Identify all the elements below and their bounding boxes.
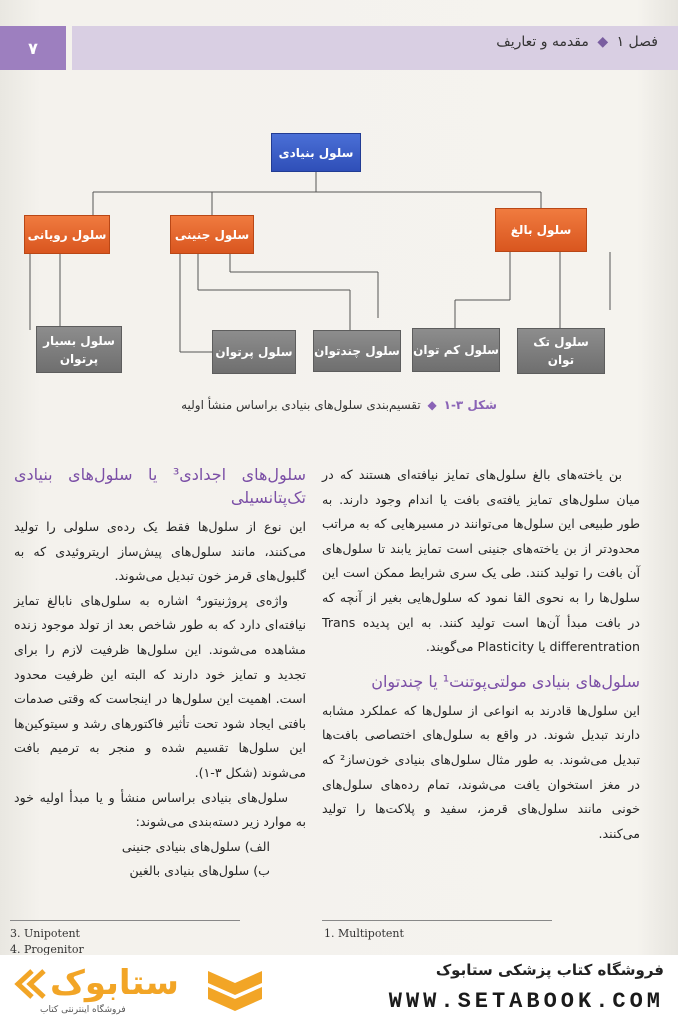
footnote-rule bbox=[10, 920, 240, 921]
paragraph: بن یاخته‌های بالغ سلول‌های تمایز نیافته‌ای هستند که در میان سلول‌های تمایز یافته‌ی بافت یا اندام وجود دارند. به طور طبیعی این سلول‌ها می‌توانند در مسیرهایی که به مراتب محدودتر از بن یاخته‌های جنینی است تمایز یابند تا سلول‌های آن بافت را تولید کنند. طی یک سری شرایط ممکن است این سلول‌ها را به نحوی القا نمود که سلول‌هایی بغیر از آنچه که در بافت مبدأ آن‌ها است تولید کنند. به این پدیده Trans differentration یا Plasticity می‌گویند. bbox=[322, 467, 640, 655]
paragraph: این نوع از سلول‌ها فقط یک رده‌ی سلولی را تولید می‌کنند، مانند سلول‌های پیش‌ساز اریتروئیدی که به گلبول‌های قرمز خون تبدیل می‌شوند. bbox=[14, 519, 306, 584]
figure-caption-text: تقسیم‌بندی سلول‌های بنیادی براساس منشأ اولیه bbox=[181, 398, 421, 412]
list-item: ب) سلول‌های بنیادی بالغین bbox=[129, 863, 270, 879]
list-item: الف) سلول‌های بنیادی جنینی bbox=[121, 838, 270, 854]
figure-number: شکل ۳-۱ bbox=[443, 398, 497, 412]
footnote-progenitor: 4. Progenitor bbox=[10, 943, 84, 955]
bullet-icon: ◆ bbox=[427, 398, 437, 412]
left-column bbox=[14, 463, 306, 884]
logo-tagline: فروشگاه اینترنتی کتاب bbox=[40, 1005, 126, 1015]
bullet-icon: ◆ bbox=[597, 34, 609, 50]
germinal-stem-cell-box: سلول رویانی bbox=[24, 215, 110, 254]
store-name: فروشگاه کتاب پزشکی ستابوک bbox=[435, 961, 664, 979]
store-url-link[interactable]: WWW.SETABOOK.COM bbox=[388, 989, 664, 1014]
book-logo-icon bbox=[200, 961, 270, 1021]
pluripotent-box: سلول پرتوان bbox=[212, 330, 296, 374]
footnote-rule bbox=[322, 920, 552, 921]
section-heading-progenitor: سلول‌های اجدادی³ یا سلول‌های بنیادی تک‌پتانسیلی bbox=[14, 465, 307, 507]
paragraph: واژه‌ی پروژنیتور⁴ اشاره به سلول‌های نابالغ تمایز نیافته‌ای دارد که به طور شاخص بعد از تولد موجود زنده مشاهده می‌شوند. این سلول‌ها ظرفیت لازم را برای تجدید و تمایز خود دارند که البته این ظرفیت محدود است. اهمیت این سلول‌ها در اینجاست که وقتی صدمات بافتی ایجاد شود تحت تأثیر فاکتورهای رشد و سیتوکین‌ها این سلول‌ها تقسیم شده و منجر به ترمیم بافت می‌شوند (شکل ۳-۱). bbox=[14, 592, 306, 780]
chevrons-icon bbox=[12, 967, 46, 1001]
adult-stem-cell-box: سلول بالغ bbox=[495, 208, 587, 252]
right-column bbox=[322, 463, 640, 846]
figure-caption bbox=[0, 398, 678, 412]
stem-cell-diagram bbox=[0, 0, 678, 400]
store-logo[interactable] bbox=[10, 959, 270, 1021]
oligopotent-box: سلول کم توان bbox=[412, 328, 500, 372]
multipotent-box: سلول چندتوان bbox=[313, 330, 401, 372]
section-heading-multipotent: سلول‌های بنیادی مولتی‌پوتنت¹ یا چندتوان bbox=[371, 671, 640, 691]
chapter-title: مقدمه و تعاریف bbox=[496, 34, 589, 50]
ad-banner[interactable] bbox=[0, 955, 678, 1024]
logo-text: ستابوک bbox=[50, 963, 179, 1003]
paragraph: سلول‌های بنیادی براساس منشأ و یا مبدأ اولیه خود به موارد زیر دسته‌بندی می‌شوند: bbox=[14, 789, 306, 830]
paragraph: این سلول‌ها قادرند به انواعی از سلول‌ها که عملکرد مشابه دارند تبدیل شوند. در واقع به سلول‌های اختصاصی بافت‌ها تبدیل می‌شوند. به طور مثال سلول‌های بنیادی خون‌ساز² که در مغز استخوان یافت می‌شوند، تمام رده‌های سلول‌های خونی مانند سلول‌های قرمز، سفید و پلاکت‌ها را تولید می‌کنند. bbox=[322, 702, 640, 841]
footnote-multipotent: 1. Multipotent bbox=[324, 927, 404, 940]
embryonic-stem-cell-box: سلول جنینی bbox=[170, 215, 254, 254]
totipotent-box: سلول بسیار پرتوان bbox=[36, 326, 122, 373]
root-box: سلول بنیادی bbox=[271, 133, 361, 172]
chapter-label: فصل ۱ bbox=[616, 34, 658, 50]
unipotent-box: سلول تک توان bbox=[517, 328, 605, 374]
footnote-unipotent: 3. Unipotent bbox=[10, 927, 80, 940]
page-number: ۷ bbox=[0, 26, 66, 70]
